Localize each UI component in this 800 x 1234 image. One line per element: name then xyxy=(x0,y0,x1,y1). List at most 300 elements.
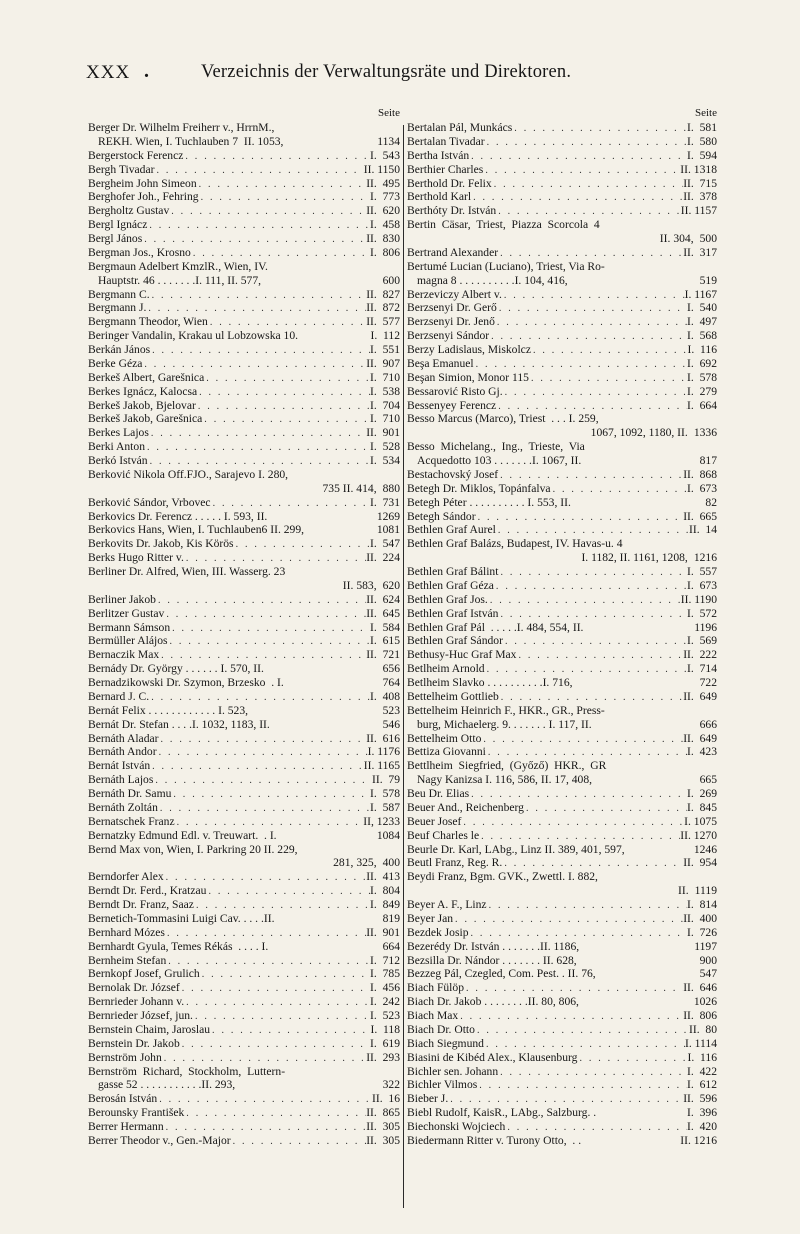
index-entry xyxy=(407,246,717,260)
entry-page: II. 827 xyxy=(366,287,400,301)
entry-page: II. 1165 xyxy=(363,759,400,773)
entry-text: Bernáth Andor xyxy=(88,745,157,759)
index-entry xyxy=(88,801,400,815)
dot-leader xyxy=(498,566,687,579)
entry-text: Bettelheim Gottlieb xyxy=(407,689,499,703)
entry-page: 400 xyxy=(382,856,400,870)
entry-text: Bergl János xyxy=(88,232,143,245)
entry-page: I. 116 xyxy=(687,343,717,356)
entry-page: 817 xyxy=(699,454,717,467)
dot-leader xyxy=(171,788,370,801)
entry-text: Berndt Dr. Franz, Saaz xyxy=(88,898,194,911)
index-entry xyxy=(407,357,717,371)
entry-text: Bertumé Lucian (Luciano), Triest, Via Ro- xyxy=(407,259,605,273)
index-entry xyxy=(407,177,717,191)
dot-leader xyxy=(474,358,687,371)
dot-leader xyxy=(153,774,372,787)
entry-text: 735 II. 414, xyxy=(322,481,377,495)
dot-leader xyxy=(516,649,683,662)
entry-text: Bezerédy Dr. István . . . . . . .II. 1186, xyxy=(407,939,580,953)
entry-page: II. 830 xyxy=(366,232,400,245)
dot-leader xyxy=(164,871,367,884)
index-entry xyxy=(407,773,717,787)
index-entry xyxy=(88,621,400,635)
entry-page: I. 116 xyxy=(687,1050,717,1064)
entry-page: II. 400 xyxy=(683,911,717,925)
index-entry xyxy=(407,190,717,204)
entry-text: Berkeš Albert, Garešnica xyxy=(88,370,205,384)
dot-leader xyxy=(184,552,366,565)
dot-leader xyxy=(471,191,683,204)
entry-page: I. 1167 xyxy=(684,287,717,301)
entry-page: II, 1233 xyxy=(363,814,400,828)
entry-page: I. 673 xyxy=(687,481,717,495)
entry-text: Bethlen Graf István xyxy=(407,606,499,620)
entry-text: Bessarović Risto Gj. xyxy=(407,384,503,398)
index-entry xyxy=(88,274,400,288)
index-entry xyxy=(407,954,717,968)
index-entry xyxy=(88,759,400,773)
dot-leader xyxy=(475,1024,689,1037)
entry-text: Bernd Max von, Wien, I. Parkring 20 II. 229, xyxy=(88,842,298,856)
dot-leader xyxy=(170,622,370,635)
dot-leader xyxy=(150,344,370,357)
entry-text: Berkeš Jakob, Garešnica xyxy=(88,412,203,426)
entry-page: I. 594 xyxy=(687,148,717,162)
entry-text: Berliner Dr. Alfred, Wien, III. Wasserg. 23 xyxy=(88,565,286,578)
entry-text: Beyer Jan xyxy=(407,911,454,925)
entry-page: II. 79 xyxy=(371,773,400,787)
entry-page: 547 xyxy=(699,967,717,981)
entry-page: II. 80 xyxy=(688,1022,717,1036)
index-entry xyxy=(88,593,400,607)
entry-text: Bernrieder József, jun. xyxy=(88,1009,193,1022)
entry-text: Bernhardt Gyula, Temes Rékás . . . . I. xyxy=(88,939,269,953)
entry-page: I. 712 xyxy=(370,953,400,967)
entry-page: I. 619 xyxy=(370,1036,400,1050)
dot-leader xyxy=(469,788,687,801)
entry-text: Biebl Rudolf, KaisR., LAbg., Salzburg. . xyxy=(407,1106,597,1120)
entry-text: Berounsky František xyxy=(88,1106,185,1120)
entry-text: Bernát Dr. Stefan . . . .I. 1032, 1183, II. xyxy=(88,717,270,731)
entry-page: 523 xyxy=(382,703,400,717)
entry-text: Bethlen Graf Pál . . . . .I. 484, 554, II. xyxy=(407,620,584,634)
index-entry xyxy=(88,648,400,662)
index-entry xyxy=(407,759,717,773)
entry-page: II. 222 xyxy=(683,648,717,662)
entry-page: II. 305 xyxy=(366,1133,400,1147)
dot-leader xyxy=(484,1038,685,1051)
index-entry xyxy=(407,634,717,648)
entry-text: Bergmann J. xyxy=(88,301,147,315)
index-entry xyxy=(88,496,400,510)
index-entry xyxy=(88,1120,400,1134)
entry-text: Bernáth Lajos xyxy=(88,773,154,787)
entry-page: II. 624 xyxy=(366,592,400,606)
index-entry xyxy=(88,426,400,440)
dot-leader xyxy=(458,1010,683,1023)
entry-text: Bergmann Theodor, Wien xyxy=(88,315,208,329)
entry-text: Berghofer Joh., Fehring xyxy=(88,190,199,204)
index-entry xyxy=(407,829,717,843)
dot-leader xyxy=(503,635,687,648)
entry-page: I. 112 xyxy=(370,329,400,343)
entry-page: II. 495 xyxy=(366,176,400,190)
index-entry xyxy=(407,551,717,565)
entry-text: Berki Anton xyxy=(88,440,146,454)
entry-text: Betlheim Arnold xyxy=(407,662,485,676)
dot-leader xyxy=(145,441,370,454)
entry-text: Bettiza Giovanni xyxy=(407,745,486,759)
entry-text: Bettlheim Siegfried, (Győző) HKR., GR xyxy=(407,759,607,773)
entry-text: Nagy Kanizsa I. 116, 586, II. 17, 408, xyxy=(417,773,593,787)
entry-page: I. 710 xyxy=(370,370,400,384)
index-entry xyxy=(88,1106,400,1120)
entry-page: II. 293 xyxy=(366,1050,400,1064)
entry-page: I. 423 xyxy=(687,745,717,759)
entry-page: II. 577 xyxy=(366,315,400,329)
entry-page: I. 692 xyxy=(687,356,717,370)
entry-page: II. 16 xyxy=(371,1092,400,1106)
entry-page: I. 664 xyxy=(687,398,717,412)
entry-page: II. 721 xyxy=(366,648,400,662)
entry-text: Bertin Cäsar, Triest, Piazza Scorcola 4 xyxy=(407,218,600,232)
dot-leader xyxy=(477,1079,687,1092)
index-entry xyxy=(88,329,400,343)
index-entry xyxy=(88,981,400,995)
entry-page: 880 xyxy=(382,481,400,495)
entry-page: II. 715 xyxy=(683,176,717,190)
entry-page: I. 458 xyxy=(370,218,400,232)
entry-text: Berkeš Jakob, Bjelovar xyxy=(88,398,196,412)
dot-leader xyxy=(499,691,683,704)
entry-text: Berthóty Dr. István xyxy=(407,204,497,218)
dot-leader xyxy=(142,233,366,246)
dot-leader xyxy=(492,178,683,191)
dot-leader xyxy=(156,594,366,607)
entry-page: I. 497 xyxy=(687,315,717,329)
entry-page: II. 224 xyxy=(366,551,400,565)
entry-page: I. 396 xyxy=(687,1106,717,1120)
dot-leader xyxy=(166,955,370,968)
entry-text: 1067, 1092, 1180, II. xyxy=(590,426,688,440)
index-entry xyxy=(88,662,400,676)
entry-text: Bettelheim Otto xyxy=(407,731,482,745)
index-entry xyxy=(88,412,400,426)
entry-text: Berkovics Hans, Wien, I. Tuchlauben6 II. 299, xyxy=(88,523,305,537)
index-entry xyxy=(407,315,717,329)
dot-leader xyxy=(168,635,371,648)
index-entry xyxy=(407,496,717,510)
entry-text: Bernát Felix . . . . . . . . . . . . I. 523, xyxy=(88,703,249,717)
index-entry xyxy=(407,343,717,357)
index-entry xyxy=(407,593,717,607)
index-entry xyxy=(407,440,717,454)
index-entry xyxy=(88,1092,400,1106)
index-entry xyxy=(88,468,400,482)
index-entry xyxy=(88,856,400,870)
index-entry xyxy=(88,829,400,843)
entry-text: Bernard J. C. xyxy=(88,689,150,703)
index-entry xyxy=(88,232,400,246)
entry-text: Biach Dr. Jakob . . . . . . . .II. 80, 806, xyxy=(407,995,579,1009)
dot-leader xyxy=(180,1038,370,1051)
index-entry xyxy=(407,718,717,732)
dot-leader xyxy=(496,400,687,413)
entry-text: Betlheim Slavko . . . . . . . . . .I. 716, xyxy=(407,676,573,689)
dot-leader xyxy=(464,982,683,995)
index-entry xyxy=(407,454,717,468)
dot-leader xyxy=(158,802,370,815)
entry-page: I. 612 xyxy=(687,1078,717,1092)
index-entry xyxy=(407,399,717,413)
index-entry xyxy=(407,884,717,898)
dot-leader xyxy=(497,302,687,315)
entry-text: Bernadzikowski Dr. Szymon, Brzesko . I. xyxy=(88,676,284,689)
entry-page: II. 1270 xyxy=(680,828,717,842)
index-entry xyxy=(407,579,717,593)
entry-page: 1081 xyxy=(376,523,400,537)
entry-page: II. 646 xyxy=(683,981,717,995)
entry-page: II. 596 xyxy=(683,1092,717,1106)
entry-page: II. 868 xyxy=(683,467,717,481)
entry-text: Bernstein Chaim, Jaroslau xyxy=(88,1022,211,1036)
dot-leader xyxy=(503,386,687,399)
index-entry xyxy=(88,773,400,787)
dot-leader xyxy=(498,608,687,621)
entry-page: I. 572 xyxy=(687,606,717,620)
dot-leader xyxy=(481,733,683,746)
entry-text: magna 8 . . . . . . . . . .I. 104, 416, xyxy=(417,273,568,287)
seite-label: Seite xyxy=(695,107,717,119)
entry-text: Beurle Dr. Karl, LAbg., Linz II. 389, 401, 597, xyxy=(407,842,625,856)
index-entry xyxy=(88,440,400,454)
entry-text: Bethusy-Huc Graf Max xyxy=(407,648,517,662)
index-entry xyxy=(88,1078,400,1092)
entry-text: Berzeviczy Albert v. xyxy=(407,287,502,301)
dot-leader xyxy=(496,205,681,218)
entry-text: II. 304, xyxy=(659,232,694,245)
entry-text: Bezsilla Dr. Nándor . . . . . . . II. 628, xyxy=(407,953,577,967)
index-entry xyxy=(407,163,717,177)
index-entry xyxy=(407,1009,717,1023)
entry-text: Bertalan Tivadar xyxy=(407,134,485,148)
entry-text: Bergheim John Simeon xyxy=(88,176,197,190)
entry-page: II. 649 xyxy=(683,731,717,745)
entry-page: 819 xyxy=(382,911,400,925)
entry-text: Bergman Jos., Krosno xyxy=(88,245,191,259)
entry-text: Bernstein Dr. Jakob xyxy=(88,1036,180,1050)
index-entry xyxy=(407,912,717,926)
index-entry xyxy=(88,967,400,981)
index-entry xyxy=(88,704,400,718)
entry-page: I. 710 xyxy=(370,412,400,426)
entry-page: II. 305 xyxy=(366,1120,400,1133)
index-entry xyxy=(407,940,717,954)
index-entry xyxy=(407,898,717,912)
entry-text: Berndorfer Alex xyxy=(88,870,164,884)
entry-text: Berger Dr. Wilhelm Freiherr v., HrrnM., xyxy=(88,121,275,134)
entry-text: Beyer A. F., Linz xyxy=(407,898,487,911)
index-entry xyxy=(407,1134,717,1148)
entry-page: 664 xyxy=(382,939,400,953)
entry-text: Bergl Ignácz xyxy=(88,218,148,232)
dot-leader xyxy=(496,524,689,537)
dot-leader xyxy=(469,927,688,940)
entry-page: 600 xyxy=(382,273,400,287)
entry-page: 665 xyxy=(699,773,717,787)
index-entry xyxy=(407,676,717,690)
entry-page: II. 616 xyxy=(366,731,400,745)
entry-text: Betegh Dr. Miklos, Topánfalva xyxy=(407,481,551,495)
entry-text: Berthold Dr. Felix xyxy=(407,176,492,190)
entry-text: Bergmaun Adelbert KmzlR., Wien, IV. xyxy=(88,259,268,273)
dot-leader xyxy=(162,1052,366,1065)
index-entry xyxy=(88,177,400,191)
index-entry xyxy=(88,1051,400,1065)
index-entry xyxy=(407,704,717,718)
dot-leader xyxy=(202,413,370,426)
entry-text: Bernhard Mózes xyxy=(88,925,165,939)
index-entry xyxy=(407,135,717,149)
entry-page: 1134 xyxy=(377,134,400,148)
index-entry xyxy=(407,1106,717,1120)
entry-text: Bieber J. xyxy=(407,1092,449,1106)
dot-leader xyxy=(211,497,370,510)
entry-text: Berzy Ladislaus, Miskolcz xyxy=(407,343,531,356)
entry-page: 1196 xyxy=(694,620,717,634)
index-entry xyxy=(407,926,717,940)
index-entry xyxy=(88,218,400,232)
index-entry xyxy=(407,523,717,537)
entry-text: Berks Hugo Ritter v. xyxy=(88,551,184,565)
dot-leader xyxy=(206,885,370,898)
dot-leader xyxy=(469,150,687,163)
dot-leader xyxy=(199,191,370,204)
index-entry xyxy=(407,787,717,801)
entry-page: I. 456 xyxy=(370,981,400,995)
entry-text: II. xyxy=(678,884,689,898)
index-entry xyxy=(88,1134,400,1148)
index-entry xyxy=(88,579,400,593)
entry-text: Bestachovský Josef xyxy=(407,467,499,481)
index-entry xyxy=(88,301,400,315)
entry-page: I. 785 xyxy=(370,967,400,981)
entry-page: 1336 xyxy=(693,426,717,440)
index-entry xyxy=(407,232,717,246)
dot-leader xyxy=(502,857,683,870)
entry-page: I. 557 xyxy=(687,565,717,578)
entry-page: II. 806 xyxy=(683,1009,717,1022)
entry-text: Berkó István xyxy=(88,454,148,467)
dot-leader xyxy=(191,247,370,260)
index-entry xyxy=(88,565,400,579)
index-entry xyxy=(88,315,400,329)
dot-leader xyxy=(165,927,366,940)
entry-page: I. 551 xyxy=(370,343,400,356)
dot-leader xyxy=(196,400,370,413)
entry-page: 620 xyxy=(382,578,400,592)
entry-text: Bethlen Graf Bálint xyxy=(407,565,499,578)
entry-text: Berzsenyi Dr. Gerő xyxy=(407,301,497,315)
dot-leader xyxy=(448,1093,683,1106)
index-entry xyxy=(88,163,400,177)
index-entry xyxy=(407,510,717,524)
entry-text: Bethlen Graf Balázs, Budapest, IV. Havas-u. 4 xyxy=(407,537,623,551)
entry-page: I. 806 xyxy=(370,245,400,259)
entry-text: gasse 52 . . . . . . . . . . .II. 293, xyxy=(98,1078,236,1092)
entry-text: Betegh Péter . . . . . . . . . . I. 553, II. xyxy=(407,495,571,509)
index-entry xyxy=(88,1037,400,1051)
entry-page: II. 865 xyxy=(366,1106,400,1120)
entry-text: Berković Sándor, Vrbovec xyxy=(88,495,211,509)
entry-page: II. 901 xyxy=(366,925,400,939)
entry-text: Berkes Ignácz, Kalocsa xyxy=(88,384,198,398)
index-entry xyxy=(88,634,400,648)
page-title: Verzeichnis der Verwaltungsräte und Direktoren. xyxy=(201,62,572,82)
entry-text: Bernáth Aladar xyxy=(88,731,159,745)
entry-text: Bethlen Graf Jos. xyxy=(407,592,488,606)
entry-page: 519 xyxy=(699,273,717,287)
dot-leader xyxy=(180,982,370,995)
dot-leader xyxy=(157,746,368,759)
entry-page: II. 1150 xyxy=(363,162,400,176)
dot-leader xyxy=(483,164,680,177)
index-entry xyxy=(88,399,400,413)
dot-leader xyxy=(485,136,687,149)
index-entry xyxy=(88,912,400,926)
index-entry xyxy=(407,607,717,621)
index-entry xyxy=(407,149,717,163)
entry-page: II. 1216 xyxy=(680,1133,717,1147)
entry-text: Bertha István xyxy=(407,148,470,162)
index-entry xyxy=(88,843,400,857)
index-entry xyxy=(407,121,717,135)
dot-leader xyxy=(197,178,367,191)
entry-text: Bernheim Stefan xyxy=(88,953,167,967)
index-entry xyxy=(407,801,717,815)
dot-leader xyxy=(529,372,687,385)
index-entry xyxy=(407,981,717,995)
dot-leader xyxy=(234,538,370,551)
entry-page: II. 1157 xyxy=(680,204,717,218)
entry-text: Berzsenyi Sándor xyxy=(407,329,490,343)
entry-text: Bergerstock Ferencz xyxy=(88,148,184,162)
entry-text: Bertrand Alexander xyxy=(407,245,499,259)
index-entry xyxy=(407,648,717,662)
entry-text: Berthier Charles xyxy=(407,162,484,176)
entry-text: Biach Fülöp xyxy=(407,981,465,995)
entry-page: II. 378 xyxy=(683,190,717,204)
entry-text: Bichler Vilmos xyxy=(407,1078,478,1092)
index-entry xyxy=(88,718,400,732)
dot-leader xyxy=(164,1121,367,1134)
entry-text: Berkovits Dr. Jakob, Kis Körös xyxy=(88,537,234,551)
dot-leader xyxy=(159,649,366,662)
entry-text: Bergholtz Gustav xyxy=(88,204,170,218)
index-entry xyxy=(88,815,400,829)
column-divider xyxy=(403,125,404,1208)
index-entry xyxy=(407,274,717,288)
entry-text: Bernáth Dr. Samu xyxy=(88,787,172,800)
entry-page: I. 845 xyxy=(687,800,717,814)
index-entry xyxy=(407,482,717,496)
entry-text: Bichler sen. Johann xyxy=(407,1064,499,1078)
index-entry xyxy=(407,1078,717,1092)
entry-text: Biach Dr. Otto xyxy=(407,1022,475,1036)
index-entry xyxy=(407,621,717,635)
index-entry xyxy=(88,607,400,621)
